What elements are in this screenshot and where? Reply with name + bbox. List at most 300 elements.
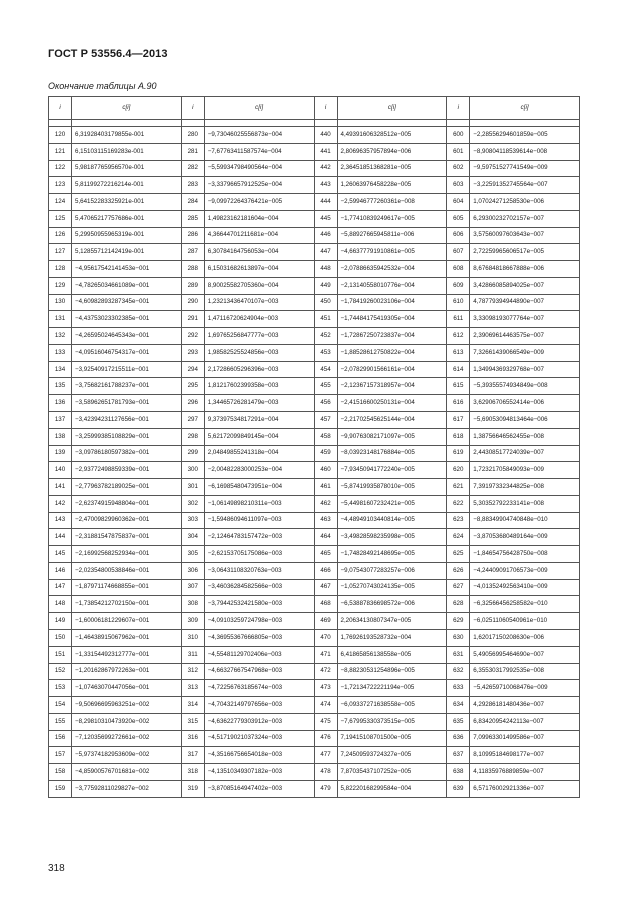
coefficient-cell: −2,93772498859339e−001 — [72, 462, 182, 479]
index-cell: 613 — [447, 344, 470, 361]
coefficient-cell: 1,34465726281479e−003 — [204, 395, 314, 412]
coefficient-cell: −4,95617542141453e−001 — [72, 261, 182, 278]
coefficient-cell: −3,49828598235998e−005 — [337, 529, 447, 546]
coefficient-cell: 6,57176002921336e−007 — [470, 780, 580, 797]
index-cell: 600 — [447, 127, 470, 144]
table-row — [49, 713, 580, 730]
coefficient-cell: −8,03923148176884e−005 — [337, 445, 447, 462]
coefficient-cell: −1,20162867972263e−001 — [72, 663, 182, 680]
coefficient-cell: 6,83420954242113e−007 — [470, 713, 580, 730]
spacer-row — [49, 120, 580, 127]
coefficient-cell: −1,60006181229607e−001 — [72, 613, 182, 630]
coefficient-cell: 1,07024271258530e−006 — [470, 194, 580, 211]
index-cell: 159 — [49, 780, 72, 797]
index-cell: 144 — [49, 529, 72, 546]
coefficient-cell: −2,41516600250131e−004 — [337, 395, 447, 412]
coefficient-cell: −8,29810310473920e−002 — [72, 713, 182, 730]
index-cell: 286 — [181, 227, 204, 244]
coefficient-cell: −4,13510349307182e−003 — [204, 764, 314, 781]
index-cell: 449 — [314, 277, 337, 294]
coefficient-cell: −3,25999385108829e−001 — [72, 428, 182, 445]
coefficient-cell: 6,31928403179855e-001 — [72, 127, 182, 144]
index-cell: 285 — [181, 210, 204, 227]
index-cell: 287 — [181, 244, 204, 261]
coefficient-cell: −3,58962651781793e−001 — [72, 395, 182, 412]
index-cell: 631 — [447, 646, 470, 663]
coefficient-cell: −2,07829901566161e−004 — [337, 361, 447, 378]
index-cell: 145 — [49, 546, 72, 563]
coefficient-cell: −2,31881547875837e−001 — [72, 529, 182, 546]
index-cell: 478 — [314, 764, 337, 781]
header-row — [49, 97, 580, 120]
index-cell: 129 — [49, 277, 72, 294]
coefficient-cell: 5,82220168299584e−004 — [337, 780, 447, 797]
coefficient-cell: −1,74484175419305e−004 — [337, 311, 447, 328]
table-row — [49, 697, 580, 714]
index-cell: 633 — [447, 680, 470, 697]
table-row — [49, 613, 580, 630]
table-row — [49, 143, 580, 160]
coefficient-cell: −2,62374915948804e−001 — [72, 495, 182, 512]
coefficient-cell: −8,90804118539614e−008 — [470, 143, 580, 160]
index-cell: 284 — [181, 194, 204, 211]
coefficient-cell: 7,19415108701500e−005 — [337, 730, 447, 747]
coefficient-cell: −4,70432149797656e−003 — [204, 697, 314, 714]
index-cell: 135 — [49, 378, 72, 395]
table-row — [49, 546, 580, 563]
coefficient-cell: −2,13140558010776e−004 — [337, 277, 447, 294]
column-header-index: i — [447, 97, 470, 120]
column-header-index: i — [314, 97, 337, 120]
index-cell: 601 — [447, 143, 470, 160]
index-cell: 158 — [49, 764, 72, 781]
coefficient-cell: −3,06431108320763e−003 — [204, 562, 314, 579]
index-cell: 470 — [314, 629, 337, 646]
index-cell: 154 — [49, 697, 72, 714]
coefficient-cell: 1,34994369329768e−007 — [470, 361, 580, 378]
coefficient-cell: −4,09103259724798e−003 — [204, 613, 314, 630]
coefficient-cell: −6,32566456258582e−010 — [470, 596, 580, 613]
coefficient-cell: 4,49391606328512e−005 — [337, 127, 447, 144]
index-cell: 465 — [314, 546, 337, 563]
index-cell: 638 — [447, 764, 470, 781]
coefficient-cell: 7,32661439066549e−009 — [470, 344, 580, 361]
document-header: ГОСТ Р 53556.4—2013 — [48, 48, 168, 60]
coefficient-cell: −2,62153705175086e−003 — [204, 546, 314, 563]
index-cell: 130 — [49, 294, 72, 311]
index-cell: 300 — [181, 462, 204, 479]
coefficient-cell: −3,92540917215511e−001 — [72, 361, 182, 378]
table-row — [49, 495, 580, 512]
index-cell: 315 — [181, 713, 204, 730]
coefficient-cell: −7,93450941772240e−005 — [337, 462, 447, 479]
index-cell: 288 — [181, 261, 204, 278]
coefficient-cell: 6,29300232702157e−007 — [470, 210, 580, 227]
index-cell: 297 — [181, 412, 204, 429]
index-cell: 451 — [314, 311, 337, 328]
index-cell: 283 — [181, 177, 204, 194]
coefficient-cell: 2,72259965606517e−005 — [470, 244, 580, 261]
coefficient-cell: −4,26595024645343e−001 — [72, 328, 182, 345]
coefficient-cell: 5,49056995464690e−007 — [470, 646, 580, 663]
index-cell: 477 — [314, 747, 337, 764]
coefficient-cell: −2,21702545625144e−004 — [337, 412, 447, 429]
coefficient-cell: −4,48949103440814e−005 — [337, 512, 447, 529]
index-cell: 479 — [314, 780, 337, 797]
index-cell: 453 — [314, 344, 337, 361]
index-cell: 137 — [49, 412, 72, 429]
coefficient-cell: −1,59486094611097e−003 — [204, 512, 314, 529]
coefficient-cell: 1,47116720624904e−003 — [204, 311, 314, 328]
index-cell: 609 — [447, 277, 470, 294]
index-cell: 623 — [447, 512, 470, 529]
table-row — [49, 361, 580, 378]
table-row — [49, 328, 580, 345]
index-cell: 464 — [314, 529, 337, 546]
table-row — [49, 395, 580, 412]
coefficient-cell: 8,67684818667888e−006 — [470, 261, 580, 278]
table-row — [49, 512, 580, 529]
index-cell: 128 — [49, 261, 72, 278]
table-row — [49, 747, 580, 764]
coefficient-cell: −2,00482283000253e−004 — [204, 462, 314, 479]
index-cell: 607 — [447, 244, 470, 261]
table-row — [49, 227, 580, 244]
coefficient-cell: 6,35530317992535e−008 — [470, 663, 580, 680]
coefficient-cell: 1,72321705849093e−009 — [470, 462, 580, 479]
index-cell: 442 — [314, 160, 337, 177]
index-cell: 318 — [181, 764, 204, 781]
table-row — [49, 680, 580, 697]
index-cell: 123 — [49, 177, 72, 194]
table-row — [49, 428, 580, 445]
index-cell: 313 — [181, 680, 204, 697]
index-cell: 471 — [314, 646, 337, 663]
index-cell: 608 — [447, 261, 470, 278]
table-row — [49, 160, 580, 177]
table-row — [49, 479, 580, 496]
index-cell: 441 — [314, 143, 337, 160]
coefficient-cell: −4,43753023302385e−001 — [72, 311, 182, 328]
table-row — [49, 596, 580, 613]
table-row — [49, 579, 580, 596]
index-cell: 620 — [447, 462, 470, 479]
coefficient-cell: −9,50696695963251e−002 — [72, 697, 182, 714]
index-cell: 463 — [314, 512, 337, 529]
coefficient-cell: 1,76926193528732e−004 — [337, 629, 447, 646]
index-cell: 122 — [49, 160, 72, 177]
index-cell: 310 — [181, 629, 204, 646]
coefficient-cell: 6,30784164756053e−004 — [204, 244, 314, 261]
index-cell: 317 — [181, 747, 204, 764]
index-cell: 291 — [181, 311, 204, 328]
index-cell: 456 — [314, 395, 337, 412]
index-cell: 474 — [314, 697, 337, 714]
column-header-value: c[i] — [337, 97, 447, 120]
index-cell: 468 — [314, 596, 337, 613]
index-cell: 121 — [49, 143, 72, 160]
index-cell: 126 — [49, 227, 72, 244]
coefficient-cell: −9,09972264376421e−005 — [204, 194, 314, 211]
index-cell: 312 — [181, 663, 204, 680]
index-cell: 455 — [314, 378, 337, 395]
coefficient-cell: −3,42394231127656e−001 — [72, 412, 182, 429]
table-caption: Окончание таблицы А.90 — [48, 81, 157, 91]
table-row — [49, 646, 580, 663]
coefficient-cell: 4,11835976889859e−007 — [470, 764, 580, 781]
coefficient-cell: −2,77963782189025e−001 — [72, 479, 182, 496]
coefficient-cell: −6,09337271638558e−005 — [337, 697, 447, 714]
coefficient-cell: −2,07886635942532e−004 — [337, 261, 447, 278]
index-cell: 301 — [181, 479, 204, 496]
index-cell: 630 — [447, 629, 470, 646]
coefficient-cell: 5,12855712142419e-001 — [72, 244, 182, 261]
table-row — [49, 244, 580, 261]
coefficient-cell: 7,87035437107252e−005 — [337, 764, 447, 781]
index-cell: 125 — [49, 210, 72, 227]
coefficient-cell: 3,57560097603643e−007 — [470, 227, 580, 244]
index-cell: 306 — [181, 562, 204, 579]
coefficient-cell: 8,10995184698177e−007 — [470, 747, 580, 764]
table-row — [49, 277, 580, 294]
index-cell: 303 — [181, 512, 204, 529]
table-row — [49, 127, 580, 144]
index-cell: 146 — [49, 562, 72, 579]
coefficient-cell: −7,67995330373515e−005 — [337, 713, 447, 730]
coefficient-cell: −8,88230531254896e−005 — [337, 663, 447, 680]
coefficient-cell: 5,64152283325921e-001 — [72, 194, 182, 211]
coefficient-cell: −4,66327667547968e−003 — [204, 663, 314, 680]
coefficient-cell: −4,36955367666805e−003 — [204, 629, 314, 646]
page-number: 318 — [48, 863, 65, 874]
coefficient-cell: −9,07543077283257e−006 — [337, 562, 447, 579]
coefficient-cell: 4,78779394944890e−007 — [470, 294, 580, 311]
coefficient-cell: 2,36451851368281e−005 — [337, 160, 447, 177]
coefficient-cell: 6,15031682613897e−004 — [204, 261, 314, 278]
index-cell: 467 — [314, 579, 337, 596]
index-cell: 147 — [49, 579, 72, 596]
coefficient-cell: −5,59934798490564e−004 — [204, 160, 314, 177]
coefficient-cell: −5,42659710068476e−009 — [470, 680, 580, 697]
index-cell: 619 — [447, 445, 470, 462]
index-cell: 296 — [181, 395, 204, 412]
coefficient-cell: 2,80696357957894e−006 — [337, 143, 447, 160]
index-cell: 635 — [447, 713, 470, 730]
index-cell: 469 — [314, 613, 337, 630]
index-cell: 606 — [447, 227, 470, 244]
coefficient-cell: 1,98582525524856e−003 — [204, 344, 314, 361]
coefficient-cell: −1,84654756428750e−008 — [470, 546, 580, 563]
table-row — [49, 529, 580, 546]
index-cell: 143 — [49, 512, 72, 529]
index-cell: 622 — [447, 495, 470, 512]
table-row — [49, 462, 580, 479]
index-cell: 141 — [49, 479, 72, 496]
coefficient-cell: −6,16985480473951e−004 — [204, 479, 314, 496]
coefficient-cell: −2,12367157318957e−004 — [337, 378, 447, 395]
index-cell: 459 — [314, 445, 337, 462]
index-cell: 314 — [181, 697, 204, 714]
table-row — [49, 311, 580, 328]
index-cell: 461 — [314, 479, 337, 496]
coefficient-cell: −1,05270743024135e−005 — [337, 579, 447, 596]
coefficient-cell: −2,16992568252934e−001 — [72, 546, 182, 563]
index-cell: 124 — [49, 194, 72, 211]
coefficient-cell: −4,85900576701681e−002 — [72, 764, 182, 781]
index-cell: 618 — [447, 428, 470, 445]
coefficient-cell: −3,75682161788237e−001 — [72, 378, 182, 395]
index-cell: 298 — [181, 428, 204, 445]
index-cell: 450 — [314, 294, 337, 311]
coefficient-cell: 2,39069614463575e−007 — [470, 328, 580, 345]
index-cell: 473 — [314, 680, 337, 697]
coefficient-cell: −1,72867250723837e−004 — [337, 328, 447, 345]
coefficient-cell: −1,73854212702150e−001 — [72, 596, 182, 613]
table-row — [49, 663, 580, 680]
coefficient-cell: −6,02511060540961e−010 — [470, 613, 580, 630]
column-header-value: c[i] — [72, 97, 182, 120]
index-cell: 445 — [314, 210, 337, 227]
coefficient-cell: −4,24409091706573e−009 — [470, 562, 580, 579]
index-cell: 136 — [49, 395, 72, 412]
index-cell: 472 — [314, 663, 337, 680]
coefficient-cell: −2,12464783157472e−003 — [204, 529, 314, 546]
index-cell: 309 — [181, 613, 204, 630]
coefficient-cell: −4,78265034661089e−001 — [72, 277, 182, 294]
index-cell: 290 — [181, 294, 204, 311]
index-cell: 131 — [49, 311, 72, 328]
coefficient-cell: −1,72134722221194e−005 — [337, 680, 447, 697]
coefficient-cell: −9,59751527741549e−009 — [470, 160, 580, 177]
table-body — [49, 120, 580, 798]
table-row — [49, 210, 580, 227]
coefficient-cell: −9,73046025556873e−004 — [204, 127, 314, 144]
coefficient-cell: −5,88927665945811e−006 — [337, 227, 447, 244]
table-row — [49, 445, 580, 462]
index-cell: 611 — [447, 311, 470, 328]
coefficient-cell: 7,09963301499586e−007 — [470, 730, 580, 747]
index-cell: 637 — [447, 747, 470, 764]
index-cell: 293 — [181, 344, 204, 361]
index-cell: 614 — [447, 361, 470, 378]
coefficient-cell: −5,69053094813464e−006 — [470, 412, 580, 429]
coefficient-cell: −5,87419935878010e−005 — [337, 479, 447, 496]
index-cell: 148 — [49, 596, 72, 613]
index-cell: 150 — [49, 629, 72, 646]
coefficient-cell: −3,46036284582566e−003 — [204, 579, 314, 596]
index-cell: 281 — [181, 143, 204, 160]
index-cell: 295 — [181, 378, 204, 395]
coefficient-cell: −3,87053680489164e−009 — [470, 529, 580, 546]
index-cell: 458 — [314, 428, 337, 445]
coefficient-cell: −4,35166756654018e−003 — [204, 747, 314, 764]
coefficient-cell: −1,74828492148695e−005 — [337, 546, 447, 563]
coefficient-cell: −1,07463070447056e−001 — [72, 680, 182, 697]
index-cell: 282 — [181, 160, 204, 177]
index-cell: 625 — [447, 546, 470, 563]
index-cell: 628 — [447, 596, 470, 613]
index-cell: 149 — [49, 613, 72, 630]
coefficient-cell: −2,02354800538846e−001 — [72, 562, 182, 579]
coefficient-cell: 6,15103115169283e-001 — [72, 143, 182, 160]
coefficient-cell: −5,97374182953609e−002 — [72, 747, 182, 764]
index-cell: 138 — [49, 428, 72, 445]
coefficient-cell: 4,36644701211681e−004 — [204, 227, 314, 244]
index-cell: 289 — [181, 277, 204, 294]
coefficient-cell: 7,39197332344825e−008 — [470, 479, 580, 496]
coefficient-cell: −4,51719021037324e−003 — [204, 730, 314, 747]
index-cell: 602 — [447, 160, 470, 177]
coefficient-cell: 5,62172099849145e−004 — [204, 428, 314, 445]
coefficient-cell: −4,66377791910861e−005 — [337, 244, 447, 261]
index-cell: 603 — [447, 177, 470, 194]
coefficient-cell: −1,77410839249617e−005 — [337, 210, 447, 227]
coefficient-cell: −1,88528612750822e−004 — [337, 344, 447, 361]
table-row — [49, 261, 580, 278]
index-cell: 280 — [181, 127, 204, 144]
table-row — [49, 764, 580, 781]
index-cell: 155 — [49, 713, 72, 730]
coefficient-cell: 1,69765256847777e−003 — [204, 328, 314, 345]
index-cell: 634 — [447, 697, 470, 714]
index-cell: 440 — [314, 127, 337, 144]
coefficient-cell: 1,62017150208630e−006 — [470, 629, 580, 646]
coefficient-cell: 7,24509593724327e−005 — [337, 747, 447, 764]
index-cell: 302 — [181, 495, 204, 512]
coefficient-cell: 5,47065217757686e-001 — [72, 210, 182, 227]
index-cell: 616 — [447, 395, 470, 412]
coefficient-cell: 1,38756646562455e−008 — [470, 428, 580, 445]
coefficient-cell: −4,63622779303912e−003 — [204, 713, 314, 730]
coefficient-cell: −3,22591352745564e−007 — [470, 177, 580, 194]
coefficient-cell: −2,47009829960362e−001 — [72, 512, 182, 529]
coefficient-cell: −1,06149898210311e−003 — [204, 495, 314, 512]
coefficient-cell: 3,62906706552414e−006 — [470, 395, 580, 412]
coefficients-table — [48, 96, 580, 798]
index-cell: 621 — [447, 479, 470, 496]
coefficient-cell: −4,01352492563410e−009 — [470, 579, 580, 596]
index-cell: 153 — [49, 680, 72, 697]
index-cell: 448 — [314, 261, 337, 278]
index-cell: 152 — [49, 663, 72, 680]
index-cell: 127 — [49, 244, 72, 261]
index-cell: 454 — [314, 361, 337, 378]
coefficient-cell: 2,17286605296396e−003 — [204, 361, 314, 378]
index-cell: 476 — [314, 730, 337, 747]
table-row — [49, 378, 580, 395]
column-header-value: c[i] — [204, 97, 314, 120]
coefficient-cell: 6,41865856138558e−005 — [337, 646, 447, 663]
coefficient-cell: −5,44981607232421e−005 — [337, 495, 447, 512]
coefficient-cell: 1,49823162181604e−004 — [204, 210, 314, 227]
index-cell: 610 — [447, 294, 470, 311]
table-row — [49, 562, 580, 579]
index-cell: 305 — [181, 546, 204, 563]
coefficient-cell: −5,39355574934849e−008 — [470, 378, 580, 395]
coefficient-cell: −3,09786180597382e−001 — [72, 445, 182, 462]
coefficient-cell: 5,30352792233141e−008 — [470, 495, 580, 512]
coefficient-cell: −9,90763082171097e−005 — [337, 428, 447, 445]
table-row — [49, 344, 580, 361]
coefficient-cell: 2,04849855241318e−004 — [204, 445, 314, 462]
coefficient-cell: 4,29286181480436e−007 — [470, 697, 580, 714]
coefficient-cell: −4,60982893287345e−001 — [72, 294, 182, 311]
table-row — [49, 177, 580, 194]
coefficient-cell: −3,87085164947402e−003 — [204, 780, 314, 797]
index-cell: 444 — [314, 194, 337, 211]
table-row — [49, 629, 580, 646]
coefficient-cell: −4,55481129702406e−003 — [204, 646, 314, 663]
